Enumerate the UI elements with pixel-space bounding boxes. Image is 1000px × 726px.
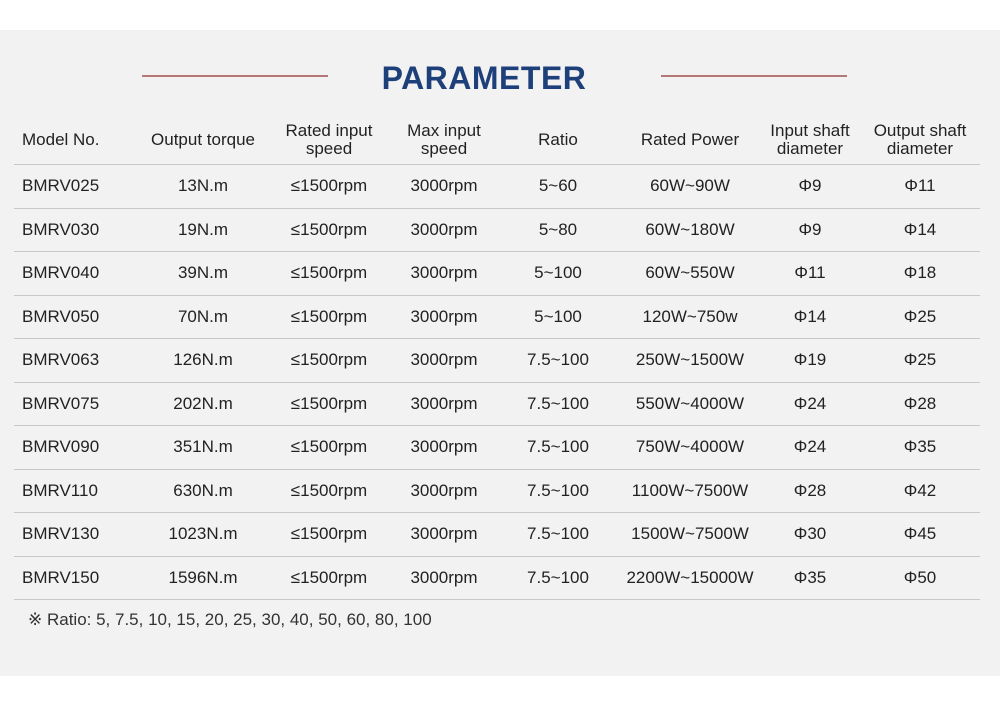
cell-rated-power: 60W~550W bbox=[645, 263, 735, 283]
cell-output-torque: 19N.m bbox=[177, 219, 229, 239]
table-row bbox=[14, 513, 980, 557]
cell-rated-power: 1100W~7500W bbox=[631, 480, 749, 500]
parameter-table bbox=[14, 116, 980, 600]
cell-max-input-speed: 3000rpm bbox=[410, 437, 478, 457]
header-max-input-speed: Max input speed bbox=[407, 121, 481, 158]
cell-input-shaft-diameter: Φ14 bbox=[793, 306, 827, 326]
cell-output-torque: 1596N.m bbox=[168, 567, 238, 587]
cell-output-torque: 13N.m bbox=[177, 176, 229, 196]
cell-output-shaft-diameter: Φ25 bbox=[903, 306, 937, 326]
header-ratio: Ratio bbox=[538, 130, 578, 149]
cell-output-shaft-diameter: Φ50 bbox=[903, 567, 937, 587]
cell-ratio: 5~80 bbox=[538, 219, 578, 239]
cell-max-input-speed: 3000rpm bbox=[410, 176, 478, 196]
cell-ratio: 7.5~100 bbox=[527, 480, 589, 500]
cell-input-shaft-diameter: Φ30 bbox=[793, 524, 827, 544]
cell-rated-input-speed: ≤1500rpm bbox=[290, 524, 368, 544]
cell-model-no: BMRV040 bbox=[22, 263, 100, 283]
cell-max-input-speed: 3000rpm bbox=[410, 480, 478, 500]
cell-ratio: 5~100 bbox=[534, 306, 582, 326]
cell-rated-input-speed: ≤1500rpm bbox=[290, 393, 368, 413]
cell-rated-input-speed: ≤1500rpm bbox=[290, 263, 368, 283]
cell-rated-input-speed: ≤1500rpm bbox=[290, 219, 368, 239]
cell-output-torque: 1023N.m bbox=[168, 524, 238, 544]
cell-rated-power: 120W~750w bbox=[642, 306, 738, 326]
cell-input-shaft-diameter: Φ35 bbox=[793, 567, 827, 587]
table-row bbox=[14, 252, 980, 296]
cell-model-no: BMRV063 bbox=[22, 350, 100, 370]
cell-model-no: BMRV075 bbox=[22, 393, 100, 413]
cell-input-shaft-diameter: Φ19 bbox=[793, 350, 827, 370]
cell-input-shaft-diameter: Φ24 bbox=[793, 393, 827, 413]
cell-input-shaft-diameter: Φ9 bbox=[798, 176, 822, 196]
cell-rated-input-speed: ≤1500rpm bbox=[290, 350, 368, 370]
table-row bbox=[14, 209, 980, 253]
cell-output-torque: 630N.m bbox=[173, 480, 233, 500]
cell-max-input-speed: 3000rpm bbox=[410, 263, 478, 283]
cell-max-input-speed: 3000rpm bbox=[410, 306, 478, 326]
cell-output-shaft-diameter: Φ14 bbox=[903, 219, 937, 239]
cell-model-no: BMRV090 bbox=[22, 437, 100, 457]
header-input-shaft-diameter: Input shaft diameter bbox=[770, 121, 850, 158]
cell-ratio: 5~60 bbox=[538, 176, 578, 196]
table-row bbox=[14, 470, 980, 514]
cell-input-shaft-diameter: Φ9 bbox=[798, 219, 822, 239]
cell-max-input-speed: 3000rpm bbox=[410, 393, 478, 413]
cell-output-torque: 351N.m bbox=[173, 437, 233, 457]
header-output-torque: Output torque bbox=[151, 130, 255, 149]
title-divider-right bbox=[661, 75, 847, 77]
ratio-note: ※ Ratio: 5, 7.5, 10, 15, 20, 25, 30, 40, 50, 60, 80, 100 bbox=[28, 610, 432, 629]
cell-output-shaft-diameter: Φ35 bbox=[903, 437, 937, 457]
cell-ratio: 7.5~100 bbox=[527, 524, 589, 544]
cell-output-shaft-diameter: Φ11 bbox=[904, 176, 936, 196]
cell-model-no: BMRV050 bbox=[22, 306, 100, 326]
cell-max-input-speed: 3000rpm bbox=[410, 219, 478, 239]
cell-output-shaft-diameter: Φ42 bbox=[903, 480, 937, 500]
cell-output-shaft-diameter: Φ45 bbox=[903, 524, 937, 544]
header-model-no: Model No. bbox=[22, 130, 100, 149]
header-rated-input-speed: Rated input speed bbox=[285, 121, 373, 158]
cell-output-torque: 126N.m bbox=[173, 350, 233, 370]
cell-input-shaft-diameter: Φ24 bbox=[793, 437, 827, 457]
cell-model-no: BMRV030 bbox=[22, 219, 100, 239]
cell-ratio: 7.5~100 bbox=[527, 567, 589, 587]
cell-rated-power: 750W~4000W bbox=[635, 437, 745, 457]
cell-output-shaft-diameter: Φ18 bbox=[903, 263, 937, 283]
cell-rated-input-speed: ≤1500rpm bbox=[290, 306, 368, 326]
cell-rated-input-speed: ≤1500rpm bbox=[290, 480, 368, 500]
table-row bbox=[14, 383, 980, 427]
cell-rated-power: 60W~90W bbox=[650, 176, 730, 196]
cell-input-shaft-diameter: Φ11 bbox=[794, 263, 826, 283]
table-row bbox=[14, 557, 980, 601]
title-row bbox=[0, 58, 1000, 98]
cell-rated-power: 60W~180W bbox=[645, 219, 735, 239]
header-output-shaft-diameter: Output shaft diameter bbox=[873, 121, 967, 158]
table-row bbox=[14, 296, 980, 340]
table-row bbox=[14, 165, 980, 209]
cell-rated-power: 250W~1500W bbox=[635, 350, 745, 370]
cell-input-shaft-diameter: Φ28 bbox=[793, 480, 827, 500]
cell-rated-input-speed: ≤1500rpm bbox=[290, 176, 368, 196]
cell-model-no: BMRV150 bbox=[22, 567, 100, 587]
cell-model-no: BMRV130 bbox=[22, 524, 100, 544]
cell-output-shaft-diameter: Φ25 bbox=[903, 350, 937, 370]
cell-ratio: 7.5~100 bbox=[527, 437, 589, 457]
table-header-row bbox=[14, 116, 980, 165]
cell-max-input-speed: 3000rpm bbox=[410, 567, 478, 587]
cell-rated-power: 2200W~15000W bbox=[626, 567, 754, 587]
cell-rated-input-speed: ≤1500rpm bbox=[290, 437, 368, 457]
table-body bbox=[14, 165, 980, 600]
cell-model-no: BMRV110 bbox=[22, 480, 98, 500]
table-row bbox=[14, 339, 980, 383]
cell-ratio: 5~100 bbox=[534, 263, 582, 283]
cell-rated-power: 1500W~7500W bbox=[631, 524, 749, 544]
table-row bbox=[14, 426, 980, 470]
page-title: PARAMETER bbox=[381, 60, 587, 96]
cell-output-torque: 70N.m bbox=[177, 306, 229, 326]
cell-output-torque: 202N.m bbox=[173, 393, 233, 413]
header-rated-power: Rated Power bbox=[640, 130, 740, 149]
cell-rated-power: 550W~4000W bbox=[635, 393, 745, 413]
cell-ratio: 7.5~100 bbox=[527, 350, 589, 370]
cell-rated-input-speed: ≤1500rpm bbox=[290, 567, 368, 587]
cell-model-no: BMRV025 bbox=[22, 176, 100, 196]
cell-output-torque: 39N.m bbox=[177, 263, 229, 283]
cell-ratio: 7.5~100 bbox=[527, 393, 589, 413]
cell-output-shaft-diameter: Φ28 bbox=[903, 393, 937, 413]
cell-max-input-speed: 3000rpm bbox=[410, 350, 478, 370]
cell-max-input-speed: 3000rpm bbox=[410, 524, 478, 544]
